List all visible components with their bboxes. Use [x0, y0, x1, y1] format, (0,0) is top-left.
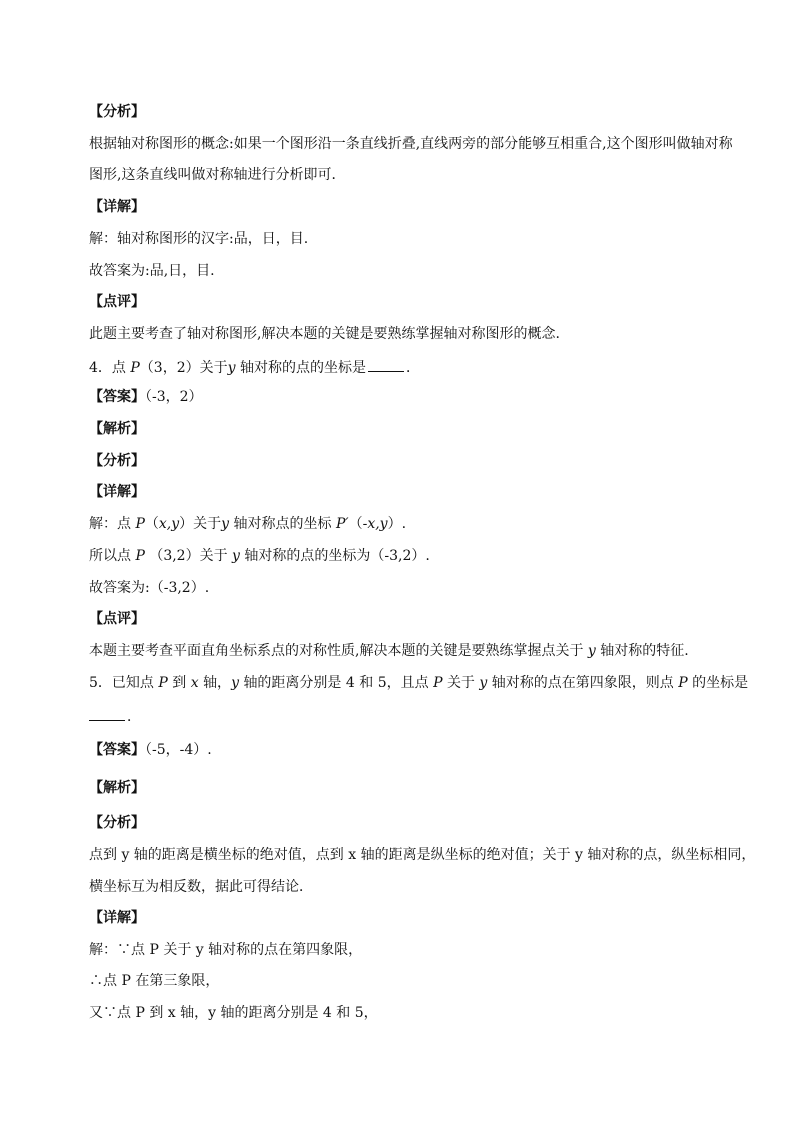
- text-part: ）关于: [179, 516, 222, 532]
- q4-stem-part: 4．点: [89, 360, 126, 376]
- heading-explain-5: 【解析】: [89, 780, 145, 796]
- answer-blank: [89, 706, 125, 721]
- text-part: （-: [348, 516, 368, 532]
- axis-label: y: [479, 675, 488, 691]
- text-part: 5．已知点: [89, 675, 154, 691]
- q5-analysis-line-1: 点到 y 轴的距离是横坐标的绝对值，点到 x 轴的距离是纵坐标的绝对值；关于 y 轴对称的点，纵坐标相同，: [89, 847, 756, 863]
- answer-line-4: [89, 388, 729, 406]
- text-part: ．: [127, 709, 141, 725]
- text-part: 所以点: [89, 548, 131, 564]
- q4-axis-label: y: [227, 360, 236, 376]
- heading-analysis-1: 【分析】: [89, 104, 145, 120]
- q4-comment: [89, 642, 729, 660]
- point-label: P: [433, 675, 443, 691]
- answer-value-5: （-5，-4）.: [145, 742, 212, 758]
- heading-answer-4: 【答案】: [89, 389, 145, 405]
- coordinate-vars: x,y: [367, 516, 388, 532]
- comment-text-1: 此题主要考查了轴对称图形,解决本题的关键是要熟练掌握轴对称图形的概念.: [89, 326, 560, 342]
- q5-solution-line-1: 解：∵点 P 关于 y 轴对称的点在第四象限，: [89, 942, 363, 958]
- heading-detail-5: 【详解】: [89, 910, 145, 926]
- axis-label: y: [587, 643, 596, 659]
- axis-label: x: [190, 675, 199, 691]
- point-label: P: [158, 675, 168, 691]
- text-part: ）.: [387, 516, 407, 532]
- q4-solution-line-2: [89, 547, 729, 565]
- answer-line-5: [89, 741, 729, 759]
- q5-solution-line-2: ∴点 P 在第三象限，: [89, 973, 220, 989]
- text-part: 到: [172, 675, 187, 691]
- heading-explain-4: 【解析】: [89, 421, 145, 437]
- axis-label: y: [231, 675, 239, 691]
- question-5-stem: [89, 674, 749, 692]
- axis-label: y: [221, 516, 230, 532]
- text-part: 轴，: [203, 675, 232, 691]
- text-part: 轴对称的点的坐标为（-3,2）.: [244, 548, 430, 564]
- heading-comment-4: 【点评】: [89, 611, 145, 627]
- coordinate-vars: x,y: [158, 516, 180, 532]
- q5-analysis-line-2: 横坐标互为相反数，据此可得结论．: [89, 879, 313, 895]
- answer-value-4: （-3，2）: [145, 389, 203, 405]
- text-part: 轴对称点的坐标: [233, 516, 332, 532]
- text-part: （: [144, 516, 159, 532]
- q4-stem-end: ．: [406, 360, 420, 376]
- text-part: 本题主要考查平面直角坐标系点的对称性质,解决本题的关键是要熟练掌握点关于: [89, 643, 584, 659]
- q4-point-label: P: [130, 360, 140, 376]
- analysis-text-line-1: 根据轴对称图形的概念:如果一个图形沿一条直线折叠,直线两旁的部分能够互相重合,这个图形叫做轴对称: [89, 136, 733, 152]
- q4-stem-part: （3，2）关于: [139, 360, 228, 376]
- text-part: 的坐标是: [692, 675, 749, 691]
- text-part: （3,2）关于: [149, 548, 228, 564]
- q4-stem-part: 轴对称的点的坐标是: [240, 360, 366, 376]
- text-part: 轴对称的特征.: [600, 643, 689, 659]
- solution-line-2: 故答案为:品,日，目.: [89, 263, 215, 279]
- q5-solution-line-3: 又∵点 P 到 x 轴，y 轴的距离分别是 4 和 5，: [89, 1005, 378, 1021]
- answer-blank: [368, 357, 404, 372]
- point-label: P: [135, 548, 145, 564]
- heading-analysis-4: 【分析】: [89, 453, 145, 469]
- text-part: 轴的距离分别是 4 和 5，且点: [243, 675, 429, 691]
- heading-analysis-5: 【分析】: [89, 815, 145, 831]
- q4-solution-line-1: [89, 515, 729, 533]
- text-part: 解：点: [89, 516, 131, 532]
- axis-label: y: [232, 548, 240, 564]
- text-part: 轴对称的点在第四象限，则点: [491, 675, 674, 691]
- point-prime-label: P′: [335, 516, 349, 532]
- analysis-text-line-2: 图形,这条直线叫做对称轴进行分析即可．: [89, 167, 346, 183]
- heading-answer-5: 【答案】: [89, 742, 145, 758]
- point-label: P: [135, 516, 145, 532]
- heading-detail-4: 【详解】: [89, 484, 145, 500]
- question-4-stem: [89, 357, 729, 377]
- solution-line-1: 解：轴对称图形的汉字:品，日，目.: [89, 231, 309, 247]
- heading-comment-1: 【点评】: [89, 294, 145, 310]
- text-part: 关于: [446, 675, 475, 691]
- q4-solution-line-3: 故答案为:（-3,2）.: [89, 580, 210, 596]
- question-5-stem-cont: [89, 706, 729, 726]
- heading-detail-1: 【详解】: [89, 199, 145, 215]
- point-label: P: [678, 675, 688, 691]
